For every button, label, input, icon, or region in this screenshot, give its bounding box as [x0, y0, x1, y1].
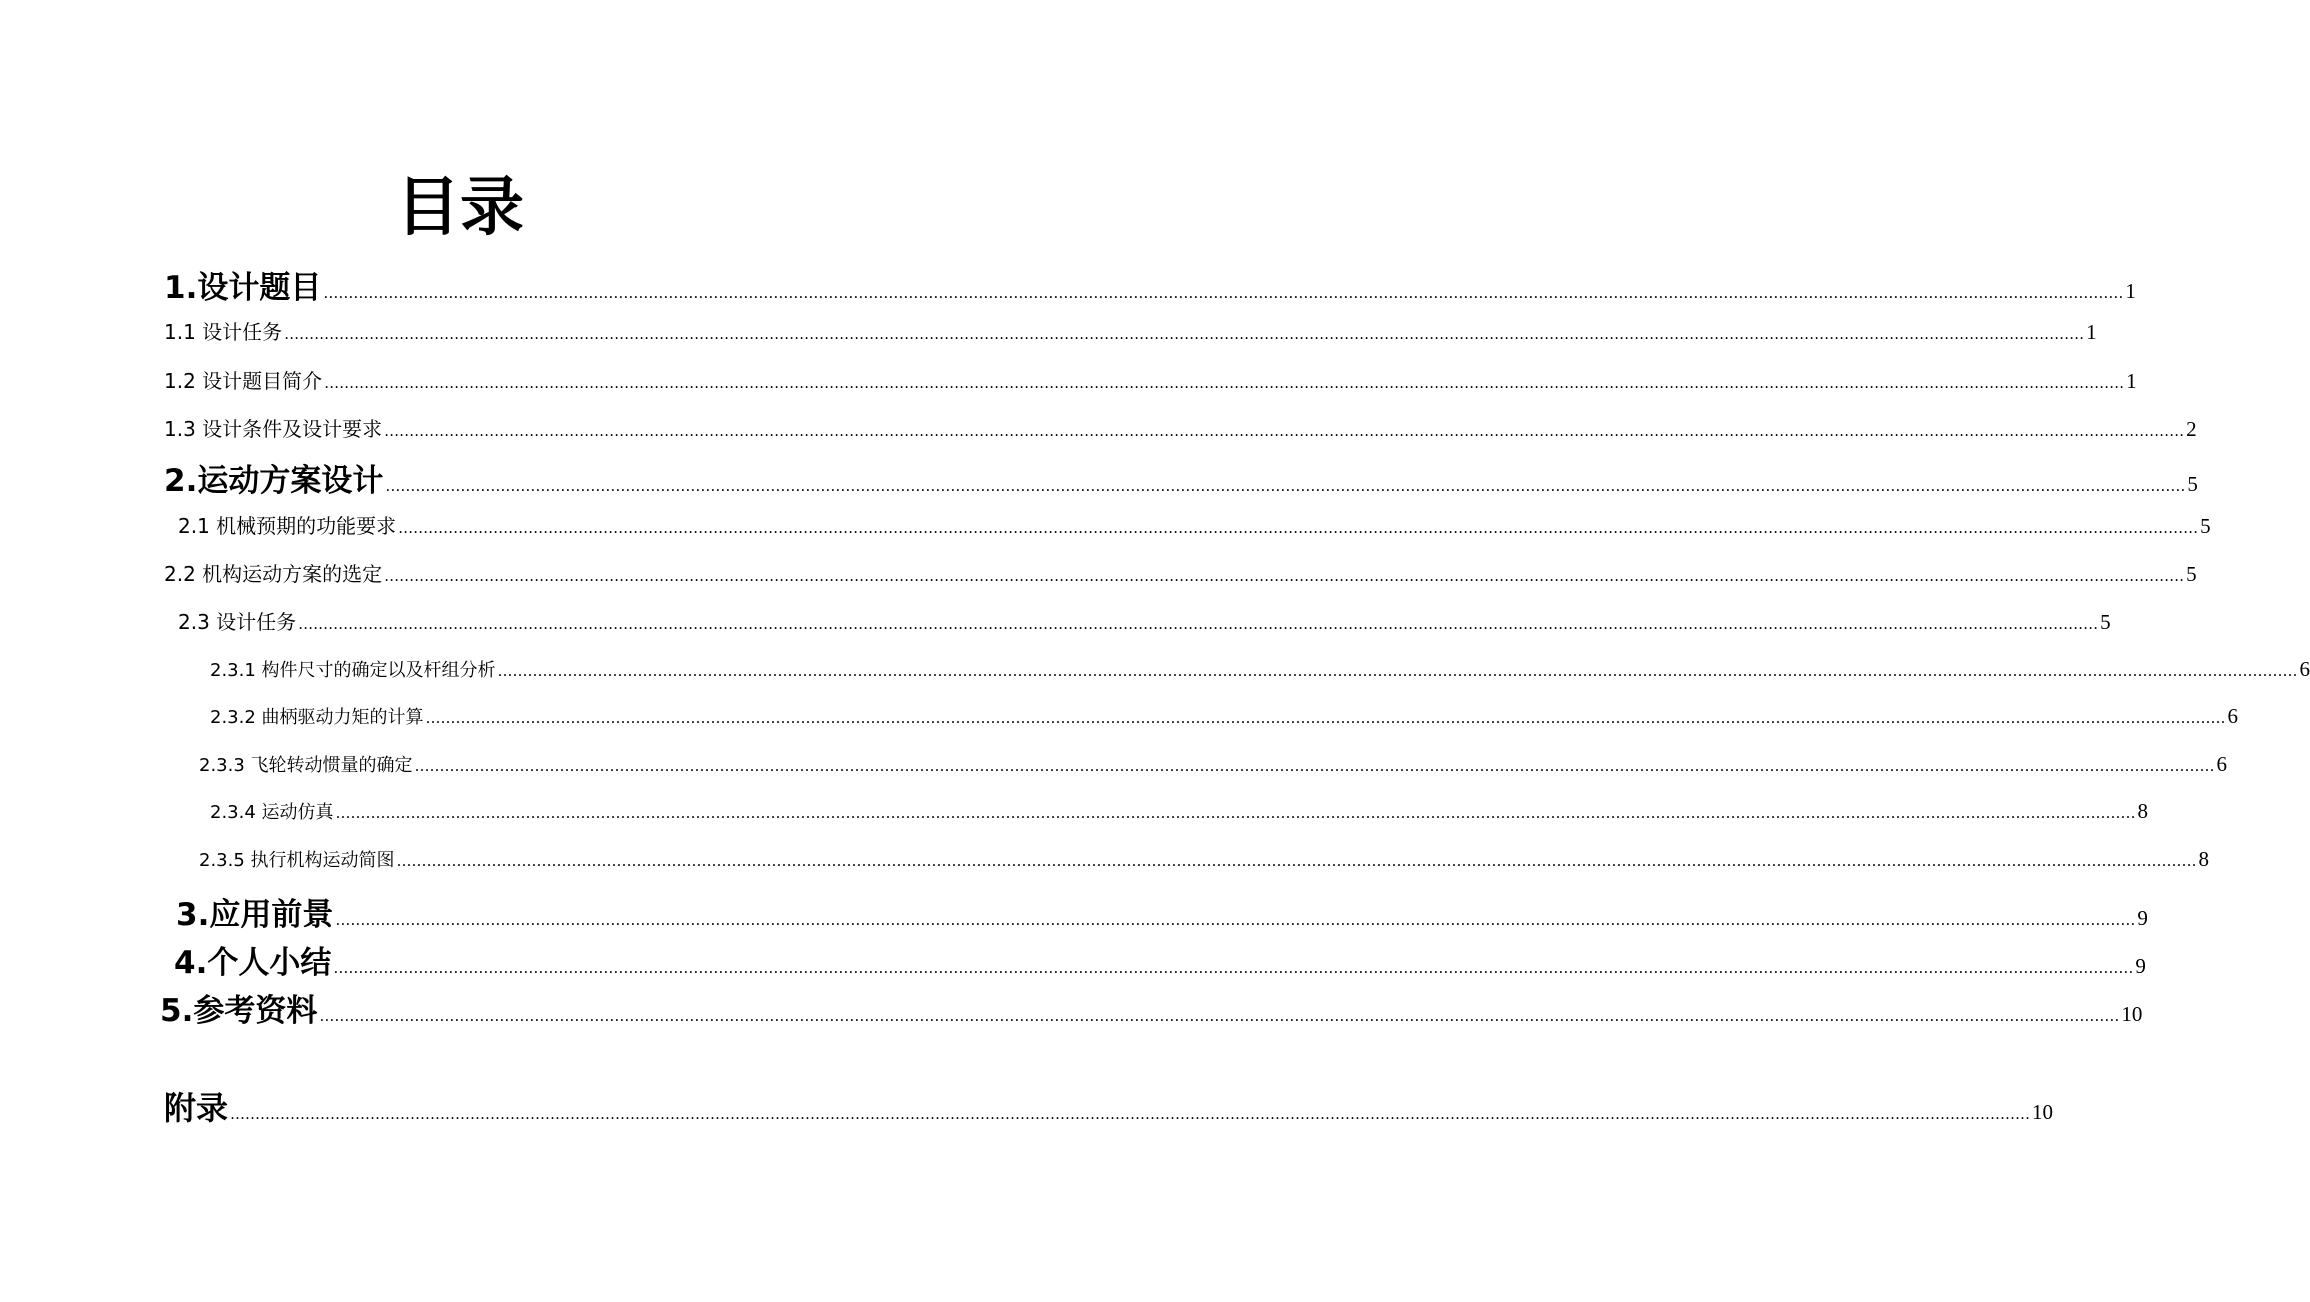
- toc-entry-page: 1: [2086, 320, 2097, 344]
- toc-leader-dots: ………………………………………………………………………………………………………………………………………………………………………………………………………………………………………………………………………………………………………………………………: [396, 852, 2197, 870]
- toc-entry-label: 4.个人小结: [174, 945, 332, 981]
- toc-entry-1-2: [164, 365, 2137, 394]
- toc-entry-label: 2.3.3 飞轮转动惯量的确定: [199, 755, 413, 776]
- toc-entry-label: 2.2 机构运动方案的选定: [164, 562, 383, 586]
- toc-entry-label: 5.参考资料: [160, 993, 318, 1029]
- toc-leader-dots: ………………………………………………………………………………………………………………………………………………………………………………………………………………………………………………………………………………………………………………………………: [414, 757, 2215, 775]
- toc-entry-page: 6: [2227, 704, 2239, 728]
- toc-entry-label: 2.运动方案设计: [164, 463, 384, 499]
- toc-entry-page: 5: [2200, 514, 2211, 538]
- toc-entry-2-3-3: [199, 751, 2228, 777]
- toc-entry-label: 2.3 设计任务: [178, 610, 297, 634]
- toc-leader-dots: ………………………………………………………………………………………………………………………………………………………………………………………………………………………………………………………………………………………………………………………………: [335, 804, 2136, 822]
- toc-entry-label: 附录: [164, 1089, 229, 1127]
- toc-leader-dots: ………………………………………………………………………………………………………………………………………………………………………………………………………………………………………………………………………………………………………………………………: [298, 615, 2099, 633]
- toc-entry-page: 5: [2186, 562, 2197, 586]
- toc-entry-label: 3.应用前景: [176, 897, 334, 933]
- toc-leader-dots: ………………………………………………………………………………………………………………………………………………………………………………………………………………………………………………………………………………………………………………………………: [497, 662, 2298, 680]
- toc-entry-label: 1.设计题目: [164, 270, 322, 306]
- toc-entry-label: 1.3 设计条件及设计要求: [164, 417, 383, 441]
- toc-entry-page: 10: [2032, 1100, 2054, 1124]
- toc-entry-2-2: [164, 558, 2197, 587]
- toc-entry-page: 9: [2135, 954, 2146, 978]
- toc-leader-dots: ………………………………………………………………………………………………………………………………………………………………………………………………………………………………………………………………………………………………………………………………: [324, 374, 2125, 392]
- toc-entry-page: 10: [2121, 1002, 2143, 1026]
- toc-entry-1: [164, 262, 2136, 307]
- toc-entry-2-3-1: [210, 656, 2310, 682]
- toc-entry-page: 8: [2137, 799, 2149, 823]
- toc-leader-dots: ………………………………………………………………………………………………………………………………………………………………………………………………………………………………………………………………………………………………………………………………: [335, 911, 2136, 929]
- toc-entry-page: 2: [2186, 417, 2197, 441]
- toc-leader-dots: ………………………………………………………………………………………………………………………………………………………………………………………………………………………………………………………………………………………………………………………………: [384, 422, 2185, 440]
- toc-entry-4: [174, 937, 2146, 982]
- toc-entry-2-1: [178, 510, 2211, 539]
- toc-entry-2-3-4: [210, 798, 2149, 824]
- toc-entry-label: 2.3.4 运动仿真: [210, 802, 334, 823]
- toc-entry-page: 5: [2100, 610, 2111, 634]
- toc-entry-page: 6: [2216, 752, 2228, 776]
- toc-entry-2-3-5: [199, 846, 2210, 872]
- toc-entry-page: 1: [2126, 369, 2137, 393]
- toc-entry-2: [164, 455, 2198, 500]
- toc-entry-2-3: [178, 606, 2111, 635]
- toc-leader-dots: ………………………………………………………………………………………………………………………………………………………………………………………………………………………………………………………………………………………………………………………………: [398, 519, 2199, 537]
- toc-entry-label: 1.2 设计题目简介: [164, 369, 323, 393]
- toc-leader-dots: ………………………………………………………………………………………………………………………………………………………………………………………………………………………………………………………………………………………………………………………………: [323, 284, 2124, 302]
- toc-entry-page: 5: [2187, 472, 2198, 496]
- toc-title: 目录: [396, 170, 524, 245]
- toc-leader-dots: ………………………………………………………………………………………………………………………………………………………………………………………………………………………………………………………………………………………………………………………………: [230, 1105, 2031, 1123]
- toc-entry-label: 2.3.5 执行机构运动简图: [199, 850, 395, 871]
- toc-leader-dots: ………………………………………………………………………………………………………………………………………………………………………………………………………………………………………………………………………………………………………………………………: [384, 567, 2185, 585]
- toc-entry-label: 2.3.1 构件尺寸的确定以及杆组分析: [210, 660, 496, 681]
- toc-entry-1-1: [164, 316, 2097, 345]
- toc-entry-label: 2.3.2 曲柄驱动力矩的计算: [210, 707, 424, 728]
- toc-leader-dots: ………………………………………………………………………………………………………………………………………………………………………………………………………………………………………………………………………………………………………………………………: [284, 325, 2085, 343]
- toc-entry-page: 6: [2299, 657, 2310, 681]
- toc-entry-3: [176, 889, 2148, 934]
- toc-leader-dots: ………………………………………………………………………………………………………………………………………………………………………………………………………………………………………………………………………………………………………………………………: [425, 709, 2226, 727]
- toc-entry-2-3-2: [210, 703, 2239, 729]
- toc-entry-appendix: [164, 1083, 2054, 1129]
- toc-entry-page: 1: [2125, 279, 2136, 303]
- toc-entry-page: 8: [2198, 847, 2210, 871]
- toc-leader-dots: ………………………………………………………………………………………………………………………………………………………………………………………………………………………………………………………………………………………………………………………………: [319, 1007, 2120, 1025]
- toc-entry-page: 9: [2137, 906, 2148, 930]
- toc-leader-dots: ………………………………………………………………………………………………………………………………………………………………………………………………………………………………………………………………………………………………………………………………: [333, 959, 2134, 977]
- toc-entry-label: 2.1 机械预期的功能要求: [178, 514, 397, 538]
- toc-entry-label: 1.1 设计任务: [164, 320, 283, 344]
- toc-entry-1-3: [164, 413, 2197, 442]
- toc-leader-dots: ………………………………………………………………………………………………………………………………………………………………………………………………………………………………………………………………………………………………………………………………: [385, 477, 2186, 495]
- toc-entry-5: [160, 985, 2143, 1030]
